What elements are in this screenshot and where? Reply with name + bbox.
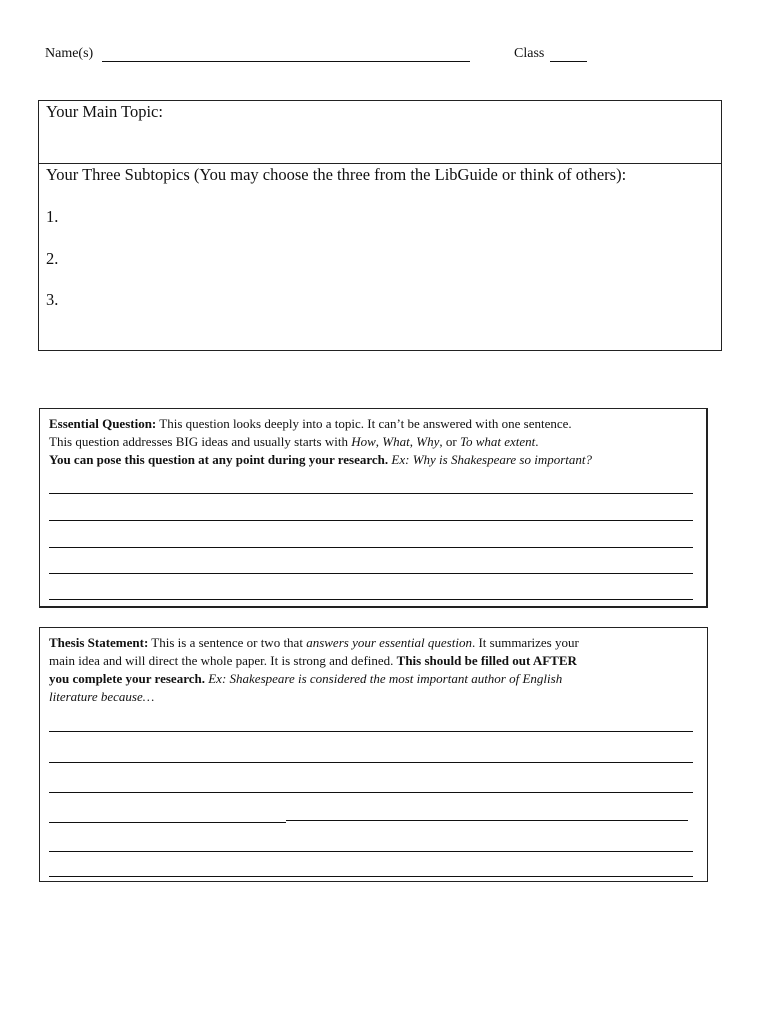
subtopics-label: Your Three Subtopics (You may choose the three from the LibGuide or think of others):: [46, 165, 627, 184]
thesis-answer-line-1[interactable]: [49, 731, 693, 732]
class-blank[interactable]: [550, 46, 587, 62]
thesis-line-3: [49, 670, 562, 688]
eq-line2-text: This question addresses BIG ideas and usually starts with: [49, 434, 352, 449]
eq-answer-line-4[interactable]: [49, 573, 693, 574]
eq-line-1: [49, 415, 572, 433]
thesis-answer-line-2[interactable]: [49, 762, 693, 763]
thesis-line-2: [49, 652, 577, 670]
thesis-line-4: [49, 688, 154, 706]
eq-sep-1: ,: [375, 434, 383, 449]
thesis-line2-text: main idea and will direct the whole paper. It is strong and defined.: [49, 653, 397, 668]
eq-answer-line-1[interactable]: [49, 493, 693, 494]
name-label: Name(s): [45, 46, 94, 61]
thesis-line1-italic: answers your essential question: [306, 635, 472, 650]
main-topic-label: Your Main Topic:: [46, 102, 163, 121]
eq-answer-line-3[interactable]: [49, 547, 693, 548]
eq-word-why: Why: [416, 434, 440, 449]
thesis-answer-line-4a[interactable]: [49, 822, 286, 823]
eq-answer-line-5[interactable]: [49, 599, 693, 600]
class-label: Class: [514, 46, 545, 61]
thesis-line1-text: This is a sentence or two that: [148, 635, 307, 650]
thesis-answer-line-4b[interactable]: [286, 820, 688, 821]
main-topic-row[interactable]: [39, 101, 721, 164]
subtopic-number-2: 2.: [46, 249, 59, 268]
eq-sep-2: ,: [409, 434, 417, 449]
eq-sep-3: , or: [439, 434, 460, 449]
eq-heading: Essential Question:: [49, 416, 157, 431]
thesis-statement-box: [39, 627, 708, 882]
subtopic-number-3: 3.: [46, 290, 59, 309]
eq-word-extent: To what extent: [459, 434, 536, 449]
thesis-line3-italic: Ex: Shakespeare is considered the most important author of English: [204, 671, 563, 686]
thesis-heading: Thesis Statement:: [49, 635, 149, 650]
eq-line2-end: .: [535, 434, 539, 449]
subtopic-number-1: 1.: [46, 207, 59, 226]
eq-example: Ex: Why is Shakespeare so important?: [391, 452, 593, 467]
thesis-line3-bold: you complete your research.: [49, 671, 205, 686]
thesis-line2-bold: This should be filled out AFTER: [396, 653, 577, 668]
eq-bold-sentence: You can pose this question at any point during your research.: [49, 452, 389, 467]
eq-word-what: What: [382, 434, 410, 449]
thesis-line4-italic: literature because…: [49, 689, 155, 704]
topic-table: [38, 100, 722, 351]
thesis-line-1: [49, 634, 579, 652]
eq-answer-line-2[interactable]: [49, 520, 693, 521]
name-blank[interactable]: [102, 46, 470, 62]
eq-word-how: How: [351, 434, 376, 449]
thesis-answer-line-6[interactable]: [49, 876, 693, 877]
header-line: [45, 46, 605, 68]
eq-line-2: [49, 433, 539, 451]
eq-line1-text: This question looks deeply into a topic. It can’t be answered with one sentence.: [156, 416, 572, 431]
thesis-line1-end: . It summarizes your: [471, 635, 579, 650]
essential-question-box: [39, 408, 708, 608]
eq-line-3: [49, 451, 592, 469]
subtopics-row[interactable]: [39, 164, 721, 350]
thesis-answer-line-3[interactable]: [49, 792, 693, 793]
thesis-answer-line-5[interactable]: [49, 851, 693, 852]
